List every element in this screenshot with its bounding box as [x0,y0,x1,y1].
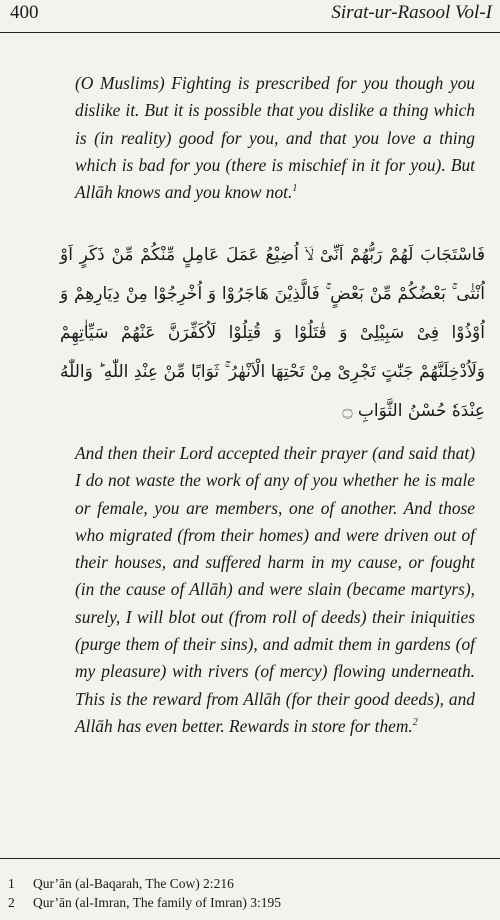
arabic-verse: فَاسْتَجَابَ لَهُمْ رَبُّهُمْ اَنِّىْ لَاۤ اُضِيْعُ عَمَلَ عَامِلٍ مِّنْكُمْ مِّنْ ذَكَرٍ اَوْ اُنْثٰى ۚ بَعْضُكُمْ مِّنْ بَعْضٍ ۚ فَالَّذِيْنَ هَاجَرُوْا وَ اُخْرِجُوْا مِنْ دِيَارِهِمْ وَ اُوْذُوْا فِىْ سَبِيْلِىْ وَ قٰتَلُوْا وَ قُتِلُوْا لَاُكَفِّرَنَّ عَنْهُمْ سَيِّاٰتِهِمْ وَلَاُدْخِلَنَّهُمْ جَنّٰتٍ تَجْرِىْ مِنْ تَحْتِهَا الْاَنْهٰرُ ۚ ثَوَابًا مِّنْ عِنْدِ اللّٰهِ ؕ وَاللّٰهُ عِنْدَهٗ حُسْنُ الثَّوَابِ ۝ [60,245,485,421]
running-title: Sirat-ur-Rasool Vol-I [331,2,492,23]
footnote-ref-1[interactable]: 1 [292,183,298,195]
translation-paragraph-1 [75,70,475,206]
footnote-number: 1 [8,876,15,891]
header-rule [0,32,500,33]
footnote-rule [0,858,500,859]
footnote-number: 2 [8,895,15,910]
translation-paragraph-2 [75,440,475,740]
translation-text-1: (O Muslims) Fighting is prescribed for you though you dislike it. But it is possible that you dislike a thing which is (in reality) good for you, and that you love a thing which is bad for you (there is mischief in it for you). But Allāh knows and you know not. [75,73,475,203]
translation-text-2: And then their Lord accepted their prayer (and said that) I do not waste the work of any of you whether he is male or female, you are members, one of another. And those who migrated (from their homes) and were driven out of their houses, and suffered harm in my cause, or fought (in the cause of Allāh) and were slain (became martyrs), surely, I will blot out (from roll of deeds) their iniquities (purge them of their sins), and admit them in gardens (of my pleasure) with rivers (of mercy) flowing underneath. This is the reward from Allāh (for their good deeds), and Allāh has even better. Rewards in store for them. [75,443,475,736]
footnote-1 [8,874,488,893]
page-number: 400 [10,2,39,23]
footnote-2 [8,893,488,912]
footnote-text: Qur’ān (al-Imran, The family of Imran) 3:195 [33,895,282,910]
footnote-text: Qur’ān (al-Baqarah, The Cow) 2:216 [33,876,234,891]
footnotes [8,874,488,912]
page-header [0,0,500,44]
footnote-ref-2[interactable]: 2 [412,717,418,729]
